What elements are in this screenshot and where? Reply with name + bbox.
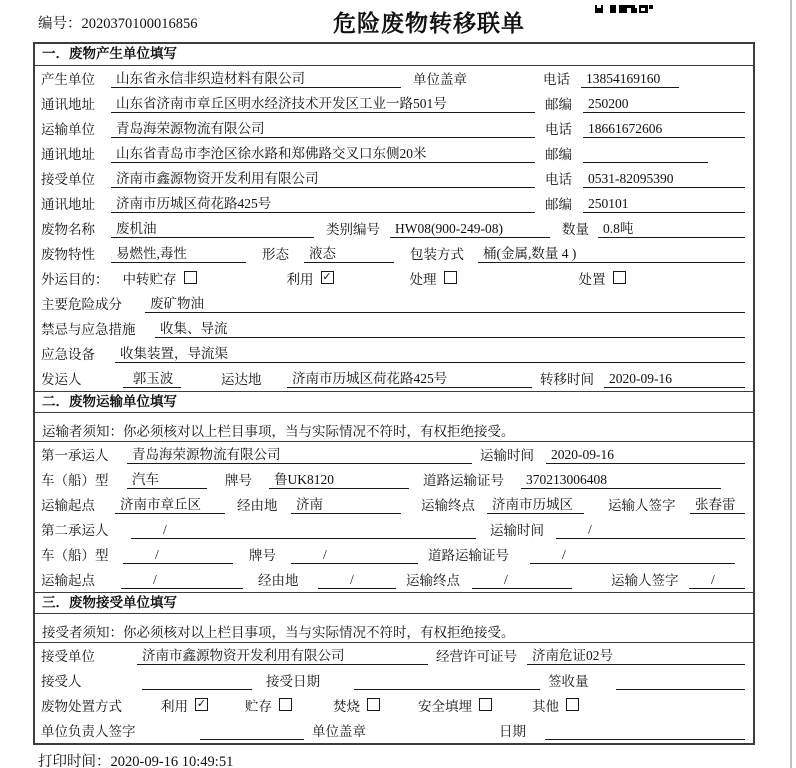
address-label: 通讯地址 xyxy=(41,97,95,112)
carrier-sign-label: 运输人签字 xyxy=(611,573,679,588)
phone-label: 电话 xyxy=(545,172,572,187)
accept-unit-row xyxy=(35,643,753,668)
end-label: 运输终点 xyxy=(406,573,460,588)
vehicle-label: 车（船）型 xyxy=(41,473,109,488)
option-label: 其他 xyxy=(532,699,559,714)
hazard-row xyxy=(35,291,753,316)
transfer-time-value: 2020-09-16 xyxy=(604,371,745,388)
transporter-address-row xyxy=(35,141,753,166)
serial-label: 编号： xyxy=(38,16,82,32)
origin1-value: 济南市章丘区 xyxy=(115,493,225,514)
disposal-row xyxy=(35,693,753,718)
route2-row xyxy=(35,567,753,592)
equipment-row xyxy=(35,341,753,366)
receiver-address-value: 济南市历城区荷花路425号 xyxy=(111,192,535,213)
address-label: 通讯地址 xyxy=(41,197,95,212)
checkbox-disposal-utilize: ✓ xyxy=(196,697,207,710)
plate2-value: / xyxy=(291,547,418,564)
purpose-row xyxy=(35,266,753,291)
disposal-option-storage xyxy=(245,695,292,715)
character-label: 废物特性 xyxy=(41,247,95,262)
destination-label: 运达地 xyxy=(221,372,262,387)
producer-address-row xyxy=(35,91,753,116)
receiver-label: 接受单位 xyxy=(41,172,95,187)
producer-label: 产生单位 xyxy=(41,72,95,87)
hazard-label: 主要危险成分 xyxy=(41,297,122,312)
seal-label: 单位盖章 xyxy=(413,72,467,87)
transport-time2-value: / xyxy=(556,522,745,539)
transfer-time-label: 转移时间 xyxy=(540,372,594,387)
accept-unit-label: 接受单位 xyxy=(41,649,95,664)
qr-code-icon xyxy=(595,0,653,8)
disposal-option-other xyxy=(532,695,579,715)
taboo-value: 收集、导流 xyxy=(155,317,745,338)
equipment-value: 收集装置，导流渠 xyxy=(115,342,745,363)
license-value: 济南危证02号 xyxy=(527,644,745,665)
shipper-label: 发运人 xyxy=(41,372,82,387)
carrier-sign1-value: 张春雷 xyxy=(690,493,745,514)
carrier1-row xyxy=(35,442,753,467)
page-edge-divider xyxy=(790,0,792,768)
purpose-option-dispose xyxy=(579,268,626,288)
vehicle1-row xyxy=(35,467,753,492)
form-value: 液态 xyxy=(304,242,394,263)
purpose-option-treat xyxy=(410,268,457,288)
shipper-row xyxy=(35,366,753,391)
producer-zip-value: 250200 xyxy=(583,96,745,113)
via-label: 经由地 xyxy=(237,498,278,513)
zip-label: 邮编 xyxy=(545,147,572,162)
receiver-value: 济南市鑫源物资开发利用有限公司 xyxy=(111,167,535,188)
checkbox-disposal-other xyxy=(566,698,579,711)
taboo-row xyxy=(35,316,753,341)
option-label: 利用 xyxy=(161,699,188,714)
shipper-value: 郭玉波 xyxy=(123,367,181,388)
receiver-address-row xyxy=(35,191,753,216)
checkbox-disposal-storage xyxy=(279,698,292,711)
form-label: 形态 xyxy=(262,247,289,262)
section1-header: 一．废物产生单位填写 xyxy=(35,44,753,66)
vehicle2-value: / xyxy=(123,547,233,564)
print-time-label: 打印时间： xyxy=(38,754,111,768)
checkbox-dispose xyxy=(613,271,626,284)
producer-phone-value: 13854169160 xyxy=(581,71,679,88)
acceptor-row xyxy=(35,668,753,693)
option-label: 中转贮存 xyxy=(122,272,177,287)
road-cert1-value: 370213006408 xyxy=(521,472,721,489)
plate1-value: 鲁UK8120 xyxy=(269,468,409,489)
waste-name-value: 废机油 xyxy=(111,217,314,238)
road-cert-label: 道路运输证号 xyxy=(423,473,504,488)
character-value: 易燃性,毒性 xyxy=(111,242,246,263)
manager-sign-label: 单位负责人签字 xyxy=(41,724,136,739)
receiver-notice: 接受者须知：你必须核对以上栏目事项，当与实际情况不符时，有权拒绝接受。 xyxy=(35,614,753,643)
origin2-value: / xyxy=(121,572,243,589)
option-label: 贮存 xyxy=(245,699,272,714)
vehicle1-value: 汽车 xyxy=(127,468,207,489)
carrier-sign-label: 运输人签字 xyxy=(608,498,676,513)
print-time-value: 2020-09-16 10:49:51 xyxy=(110,754,234,768)
checkbox-disposal-landfill xyxy=(479,698,492,711)
option-label: 处置 xyxy=(578,272,606,287)
plate-label: 牌号 xyxy=(249,548,276,563)
receiver-zip-value: 250101 xyxy=(583,196,745,213)
category-label: 类别编号 xyxy=(326,222,380,237)
accept-date-label: 接受日期 xyxy=(266,674,320,689)
section3-header: 三．废物接受单位填写 xyxy=(35,592,753,614)
acceptor-label: 接受人 xyxy=(41,674,82,689)
address-label: 通讯地址 xyxy=(41,147,95,162)
waste-character-row xyxy=(35,241,753,266)
phone-label: 电话 xyxy=(543,72,570,87)
serial-number-line xyxy=(38,12,198,33)
transport-time-label: 运输时间 xyxy=(480,448,534,463)
purpose-option-transfer-storage xyxy=(123,268,197,288)
equipment-label: 应急设备 xyxy=(41,347,95,362)
option-label: 焚烧 xyxy=(333,699,360,714)
unit-seal-label: 单位盖章 xyxy=(312,724,366,739)
checkbox-treat xyxy=(444,271,457,284)
transporter-zip-value xyxy=(583,146,708,163)
sign-qty-label: 签收量 xyxy=(548,674,589,689)
qty-value: 0.8吨 xyxy=(598,217,745,238)
purpose-label: 外运目的： xyxy=(41,272,109,287)
checkbox-utilize: ✓ xyxy=(322,270,332,283)
category-value: HW08(900-249-08) xyxy=(390,221,550,238)
transporter-label: 运输单位 xyxy=(41,122,95,137)
end-label: 运输终点 xyxy=(421,498,475,513)
destination-value: 济南市历城区荷花路425号 xyxy=(287,367,532,388)
zip-label: 邮编 xyxy=(545,197,572,212)
manager-sign-value xyxy=(200,723,304,740)
accept-unit-value: 济南市鑫源物资开发利用有限公司 xyxy=(137,644,428,665)
packing-value: 桶(金属,数量 4 ) xyxy=(478,242,745,263)
date-label: 日期 xyxy=(499,724,526,739)
accept-date-value xyxy=(354,673,540,690)
via2-value: / xyxy=(318,572,396,589)
carrier2-label: 第二承运人 xyxy=(41,523,109,538)
phone-label: 电话 xyxy=(545,122,572,137)
transport-time-label: 运输时间 xyxy=(490,523,544,538)
section2-header: 二．废物运输单位填写 xyxy=(35,391,753,413)
route1-row xyxy=(35,492,753,517)
date-value xyxy=(545,723,745,740)
waste-name-label: 废物名称 xyxy=(41,222,95,237)
carrier2-row xyxy=(35,517,753,542)
carrier2-value: / xyxy=(131,522,476,539)
origin-label: 运输起点 xyxy=(41,498,95,513)
disposal-option-incinerate xyxy=(333,695,380,715)
carrier1-label: 第一承运人 xyxy=(41,448,109,463)
producer-address-value: 山东省济南市章丘区明水经济技术开发区工业一路501号 xyxy=(111,92,535,113)
manifest-form-table xyxy=(33,42,755,745)
taboo-label: 禁忌与应急措施 xyxy=(41,322,136,337)
disposal-label: 废物处置方式 xyxy=(41,699,122,714)
producer-value: 山东省永信非织造材料有限公司 xyxy=(111,67,401,88)
producer-row xyxy=(35,66,753,91)
checkbox-disposal-incinerate xyxy=(367,698,380,711)
packing-label: 包装方式 xyxy=(410,247,464,262)
receiver-phone-value: 0531-82095390 xyxy=(583,171,745,188)
option-label: 安全填埋 xyxy=(418,699,472,714)
zip-label: 邮编 xyxy=(545,97,572,112)
serial-value: 2020370100016856 xyxy=(81,16,198,32)
option-label: 利用 xyxy=(286,272,314,287)
acceptor-value xyxy=(142,673,252,690)
page-title: 危险废物转移联单 xyxy=(333,11,525,36)
road-cert-label: 道路运输证号 xyxy=(428,548,509,563)
checkbox-transfer-storage xyxy=(184,271,197,284)
disposal-option-landfill xyxy=(418,695,492,715)
end2-value: / xyxy=(472,572,572,589)
transporter-notice: 运输者须知：你必须核对以上栏目事项，当与实际情况不符时，有权拒绝接受。 xyxy=(35,413,753,442)
receiver-row xyxy=(35,166,753,191)
manager-sign-row xyxy=(35,718,753,743)
transporter-phone-value: 18661672606 xyxy=(583,121,745,138)
end1-value: 济南市历城区 xyxy=(487,493,584,514)
print-time-line xyxy=(38,750,233,768)
qty-label: 数量 xyxy=(562,222,589,237)
disposal-option-utilize xyxy=(161,695,208,715)
waste-name-row xyxy=(35,216,753,241)
road-cert2-value: / xyxy=(530,547,735,564)
hazard-value: 废矿物油 xyxy=(145,292,745,313)
vehicle-label: 车（船）型 xyxy=(41,548,109,563)
option-label: 处理 xyxy=(409,272,437,287)
purpose-option-utilize xyxy=(287,268,334,288)
carrier-sign2-value: / xyxy=(689,572,745,589)
transport-time1-value: 2020-09-16 xyxy=(546,447,745,464)
vehicle2-row xyxy=(35,542,753,567)
carrier1-value: 青岛海荣源物流有限公司 xyxy=(127,443,472,464)
origin-label: 运输起点 xyxy=(41,573,95,588)
via-label: 经由地 xyxy=(258,573,299,588)
plate-label: 牌号 xyxy=(225,473,252,488)
via1-value: 济南 xyxy=(291,493,401,514)
sign-qty-value xyxy=(616,673,745,690)
license-label: 经营许可证号 xyxy=(436,649,517,664)
transporter-address-value: 山东省青岛市李沧区徐水路和郑佛路交叉口东侧20米 xyxy=(111,142,535,163)
transporter-row xyxy=(35,116,753,141)
transporter-value: 青岛海荣源物流有限公司 xyxy=(111,117,535,138)
